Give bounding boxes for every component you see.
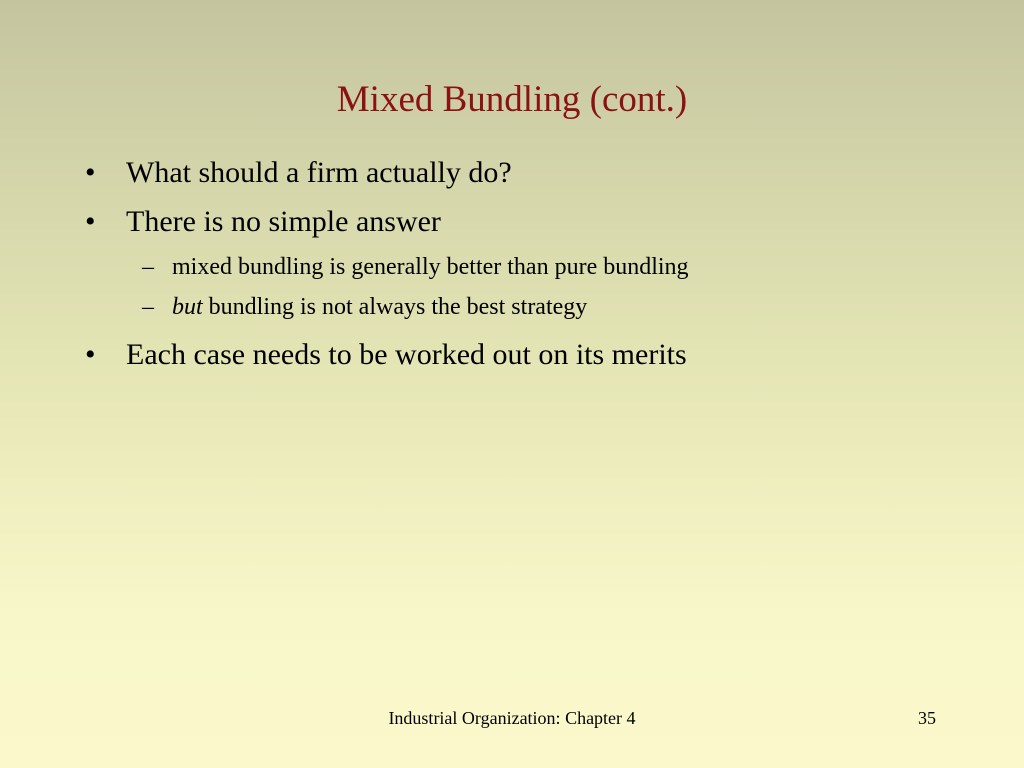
bullet-text: What should a firm actually do? (126, 156, 512, 189)
sub-bullet-content (172, 291, 587, 323)
footer-text: Industrial Organization: Chapter 4 (388, 708, 636, 728)
sub-bullet-text: bundling is not always the best strategy (208, 294, 588, 320)
sub-bullet-italic-text: but (172, 294, 203, 320)
sub-bullet-text: mixed bundling is generally better than pure bundling (172, 254, 689, 280)
sub-bullet-marker: – (142, 254, 154, 280)
slide-title: Mixed Bundling (cont.) (336, 79, 688, 120)
page-number: 35 (918, 708, 936, 728)
bullet-text: Each case needs to be worked out on its merits (126, 338, 687, 371)
bullet-marker: • (85, 156, 96, 189)
bullet-marker: • (85, 338, 96, 371)
sub-bullet-marker: – (142, 294, 154, 320)
bullet-marker: • (85, 205, 96, 238)
bullet-text: There is no simple answer (126, 205, 441, 238)
